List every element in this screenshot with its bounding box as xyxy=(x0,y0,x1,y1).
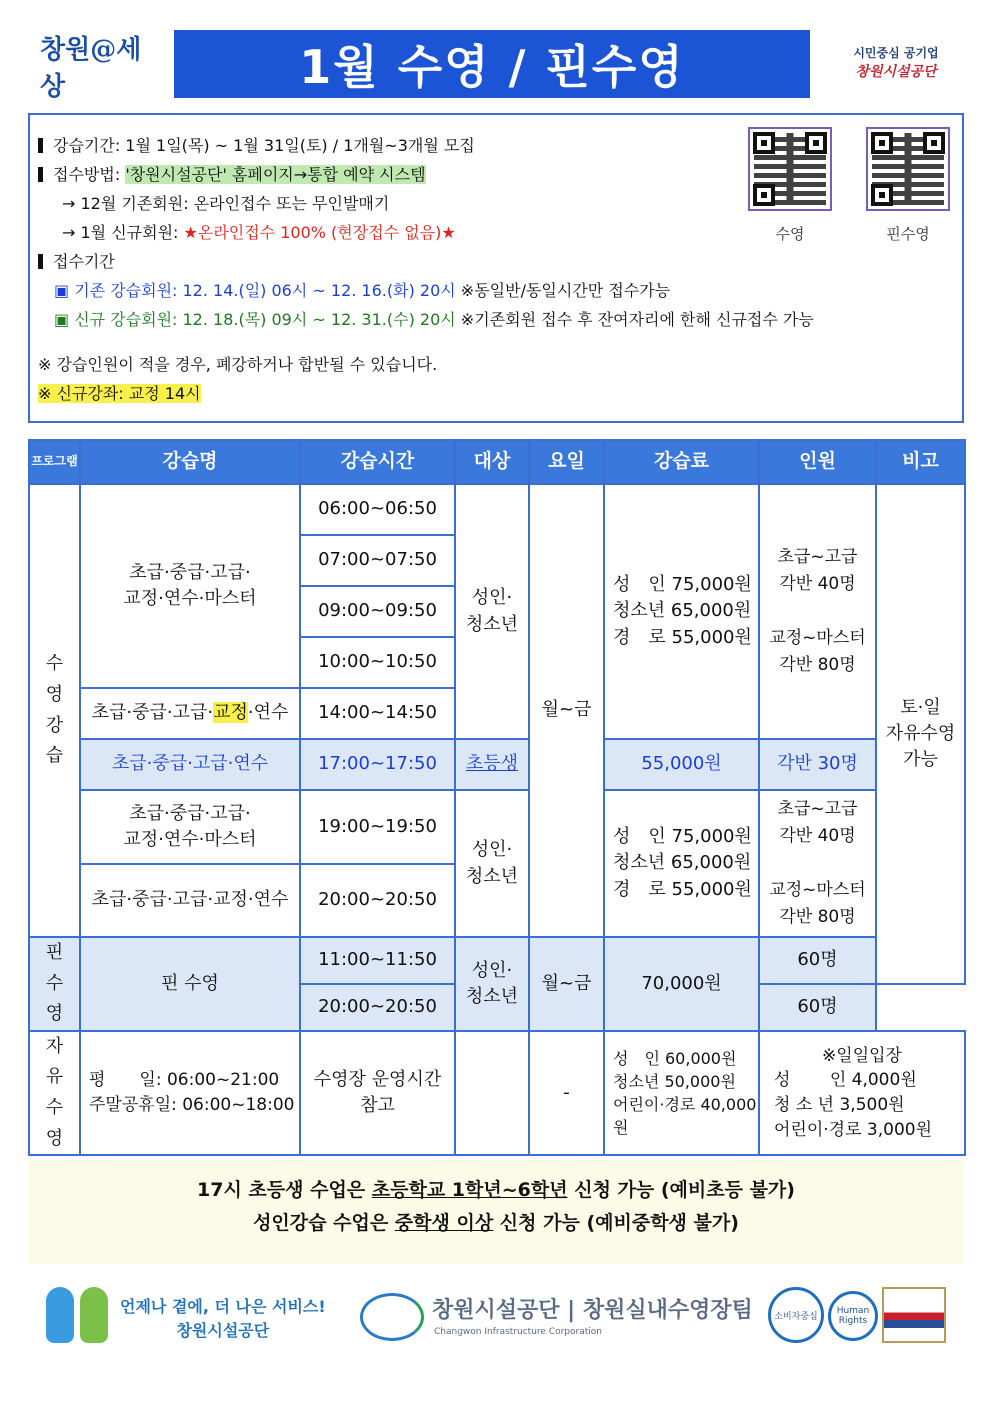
swim-program-label: 수영강습 xyxy=(45,653,64,767)
existing-member-line: → 12월 기존회원: 온라인접수 또는 무인발매기 xyxy=(62,194,390,213)
time-a-1: 07:00~07:50 xyxy=(300,535,455,586)
existing-period-line xyxy=(54,278,670,301)
new-period-line xyxy=(54,307,814,330)
notice-adults: 성인강습 수업은 중학생 이상 신청 가능 (예비중학생 불가) xyxy=(253,1212,739,1235)
col-program: 프로그램 xyxy=(29,440,80,484)
org-emblem-icon xyxy=(360,1293,424,1341)
footer-org-sub: Changwon Infrastructure Corporation xyxy=(434,1327,602,1337)
col-note: 비고 xyxy=(876,440,965,484)
bullet-mark xyxy=(38,138,43,153)
info-box xyxy=(28,113,964,423)
new-member-value: ★온라인접수 100% (현장접수 없음)★ xyxy=(183,223,456,242)
mascot-icon xyxy=(80,1287,108,1343)
period-line xyxy=(38,133,475,156)
fee-adult-2: 성 인 75,000원 청소년 65,000원 경 로 55,000원 xyxy=(604,790,759,937)
table-row xyxy=(29,790,965,864)
free-day: - xyxy=(529,1031,604,1155)
free-fee: 성 인 60,000원 청소년 50,000원 어린이·경로 40,000원 xyxy=(604,1031,759,1155)
bullet-mark xyxy=(38,254,43,269)
free-cap xyxy=(759,1031,965,1155)
fin-day: 월~금 xyxy=(529,937,604,1031)
time-a-3: 10:00~10:50 xyxy=(300,637,455,688)
free-time: 수영장 운영시간 참고 xyxy=(300,1031,455,1155)
bullet-mark xyxy=(38,167,43,182)
footer xyxy=(40,1283,950,1353)
notice-kids: 17시 초등생 수업은 초등학교 1학년~6학년 신청 가능 (예비초등 불가) xyxy=(197,1179,795,1201)
table-row-free xyxy=(29,1031,965,1155)
corp-name: 창원시설공단 xyxy=(855,64,937,80)
qr-code-icon[interactable] xyxy=(866,127,950,211)
schedule-table xyxy=(28,439,966,1156)
col-time: 강습시간 xyxy=(300,440,455,484)
swim-program-cell xyxy=(29,484,80,937)
qr-code-icon[interactable] xyxy=(748,127,832,211)
free-hours xyxy=(80,1031,300,1155)
kid-cap: 각반 30명 xyxy=(759,739,876,790)
table-row-fin xyxy=(29,937,965,984)
highlight-new-class: 교정 xyxy=(213,702,248,724)
free-cap-values: 성 인 4,000원 청 소 년 3,500원 어린이·경로 3,000원 xyxy=(774,1070,933,1140)
time-a-0: 06:00~06:50 xyxy=(300,484,455,535)
col-capacity: 인원 xyxy=(759,440,876,484)
fin-cap-0: 60명 xyxy=(759,937,876,984)
existing-period-text: ▣ 기존 강습회원: 12. 14.(일) 06시 ~ 12. 16.(화) 20시 xyxy=(54,281,456,300)
award-badge-icon xyxy=(882,1287,946,1343)
page-title: 1월 수영 / 핀수영 xyxy=(174,30,810,98)
new-period-note: ※기존회원 접수 후 잔여자리에 한해 신규접수 가능 xyxy=(455,310,814,329)
swim-class-b: 초급·중급·고급·교정·연수 xyxy=(80,688,300,739)
time-a-2: 09:00~09:50 xyxy=(300,586,455,637)
time-c: 19:00~19:50 xyxy=(300,790,455,864)
target-adult-1: 성인· 청소년 xyxy=(455,484,529,739)
mascot-icon xyxy=(46,1287,74,1343)
target-adult-2: 성인· 청소년 xyxy=(455,790,529,937)
bottom-notice xyxy=(28,1160,964,1264)
col-day: 요일 xyxy=(529,440,604,484)
new-period-text: ▣ 신규 강습회원: 12. 18.(목) 09시 ~ 12. 31.(수) 20시 xyxy=(54,310,456,329)
city-logo xyxy=(40,35,160,102)
fin-program-cell xyxy=(29,937,80,1031)
note-swim: 토·일 자유수영 가능 xyxy=(876,484,965,984)
free-program-label: 자유수영 xyxy=(45,1035,64,1149)
footer-org: 창원시설공단 | 창원실내수영장팀 xyxy=(432,1298,753,1323)
col-fee: 강습료 xyxy=(604,440,759,484)
method-value[interactable]: '창원시설공단' 홈페이지→통합 예약 시스템 xyxy=(125,165,426,184)
free-program-cell xyxy=(29,1031,80,1155)
corp-logo xyxy=(826,44,966,84)
table-header-row xyxy=(29,440,965,484)
free-weekday: 평 일: 06:00~21:00 xyxy=(89,1070,280,1091)
qr-swim[interactable] xyxy=(745,127,835,244)
swim-class-d: 초급·중급·고급·교정·연수 xyxy=(80,864,300,937)
new-course-notice: ※ 신규강좌: 교정 14시 xyxy=(38,384,201,403)
cap-adult-2: 초급~고급 각반 40명 교정~마스터 각반 80명 xyxy=(759,790,876,937)
city-logo-text: 창원@세상 xyxy=(40,35,142,102)
time-b: 14:00~14:50 xyxy=(300,688,455,739)
fin-time-1: 20:00~20:50 xyxy=(300,984,455,1031)
fin-target: 성인· 청소년 xyxy=(455,937,529,1031)
col-name: 강습명 xyxy=(80,440,300,484)
period-text: 강습기간: 1월 1일(목) ~ 1월 31일(토) / 1개월~3개월 모집 xyxy=(53,136,475,155)
fin-fee: 70,000원 xyxy=(604,937,759,1031)
human-rights-badge-icon: Human Rights xyxy=(828,1291,878,1341)
qr-swim-label: 수영 xyxy=(775,225,805,243)
table-row-kids xyxy=(29,739,965,790)
reg-period-label: 접수기간 xyxy=(53,252,115,271)
notice-line-2 xyxy=(38,381,201,404)
qr-fin[interactable] xyxy=(863,127,953,244)
cap-adult-1: 초급~고급 각반 40명 교정~마스터 각반 80명 xyxy=(759,484,876,739)
footer-slogan: 언제나 곁에, 더 나은 서비스! 창원시설공단 xyxy=(120,1297,326,1340)
new-member-line xyxy=(62,220,456,243)
kid-class: 초급·중급·고급·연수 xyxy=(80,739,300,790)
existing-period-note: ※동일반/동일시간만 접수가능 xyxy=(455,281,671,300)
method-line xyxy=(38,162,426,185)
day-weekday: 월~금 xyxy=(529,484,604,937)
notice-line-1: ※ 강습인원이 적을 경우, 폐강하거나 합반될 수 있습니다. xyxy=(38,355,438,374)
kid-time: 17:00~17:50 xyxy=(300,739,455,790)
swim-class-a: 초급·중급·고급· 교정·연수·마스터 xyxy=(80,484,300,688)
qr-fin-label: 핀수영 xyxy=(886,225,930,243)
fin-program-label: 핀수영 xyxy=(45,942,64,1025)
new-member-label: → 1월 신규회원: xyxy=(62,223,184,242)
fin-time-0: 11:00~11:50 xyxy=(300,937,455,984)
free-cap-title: ※일일입장 xyxy=(822,1045,902,1066)
free-weekend: 주말공휴일: 06:00~18:00 xyxy=(89,1094,295,1115)
ccm-badge-icon: 소비자중심 xyxy=(768,1287,824,1343)
kid-fee: 55,000원 xyxy=(604,739,759,790)
col-target: 대상 xyxy=(455,440,529,484)
table-row xyxy=(29,484,965,535)
method-label: 접수방법: xyxy=(53,165,126,184)
time-d: 20:00~20:50 xyxy=(300,864,455,937)
corp-slogan: 시민중심 공기업 xyxy=(853,46,939,60)
free-target xyxy=(455,1031,529,1155)
kid-target: 초등생 xyxy=(455,739,529,790)
fin-cap-1: 60명 xyxy=(759,984,876,1031)
fee-adult-1: 성 인 75,000원 청소년 65,000원 경 로 55,000원 xyxy=(604,484,759,739)
fin-name: 핀 수영 xyxy=(80,937,300,1031)
swim-class-c: 초급·중급·고급· 교정·연수·마스터 xyxy=(80,790,300,864)
reg-period-line xyxy=(38,249,115,272)
